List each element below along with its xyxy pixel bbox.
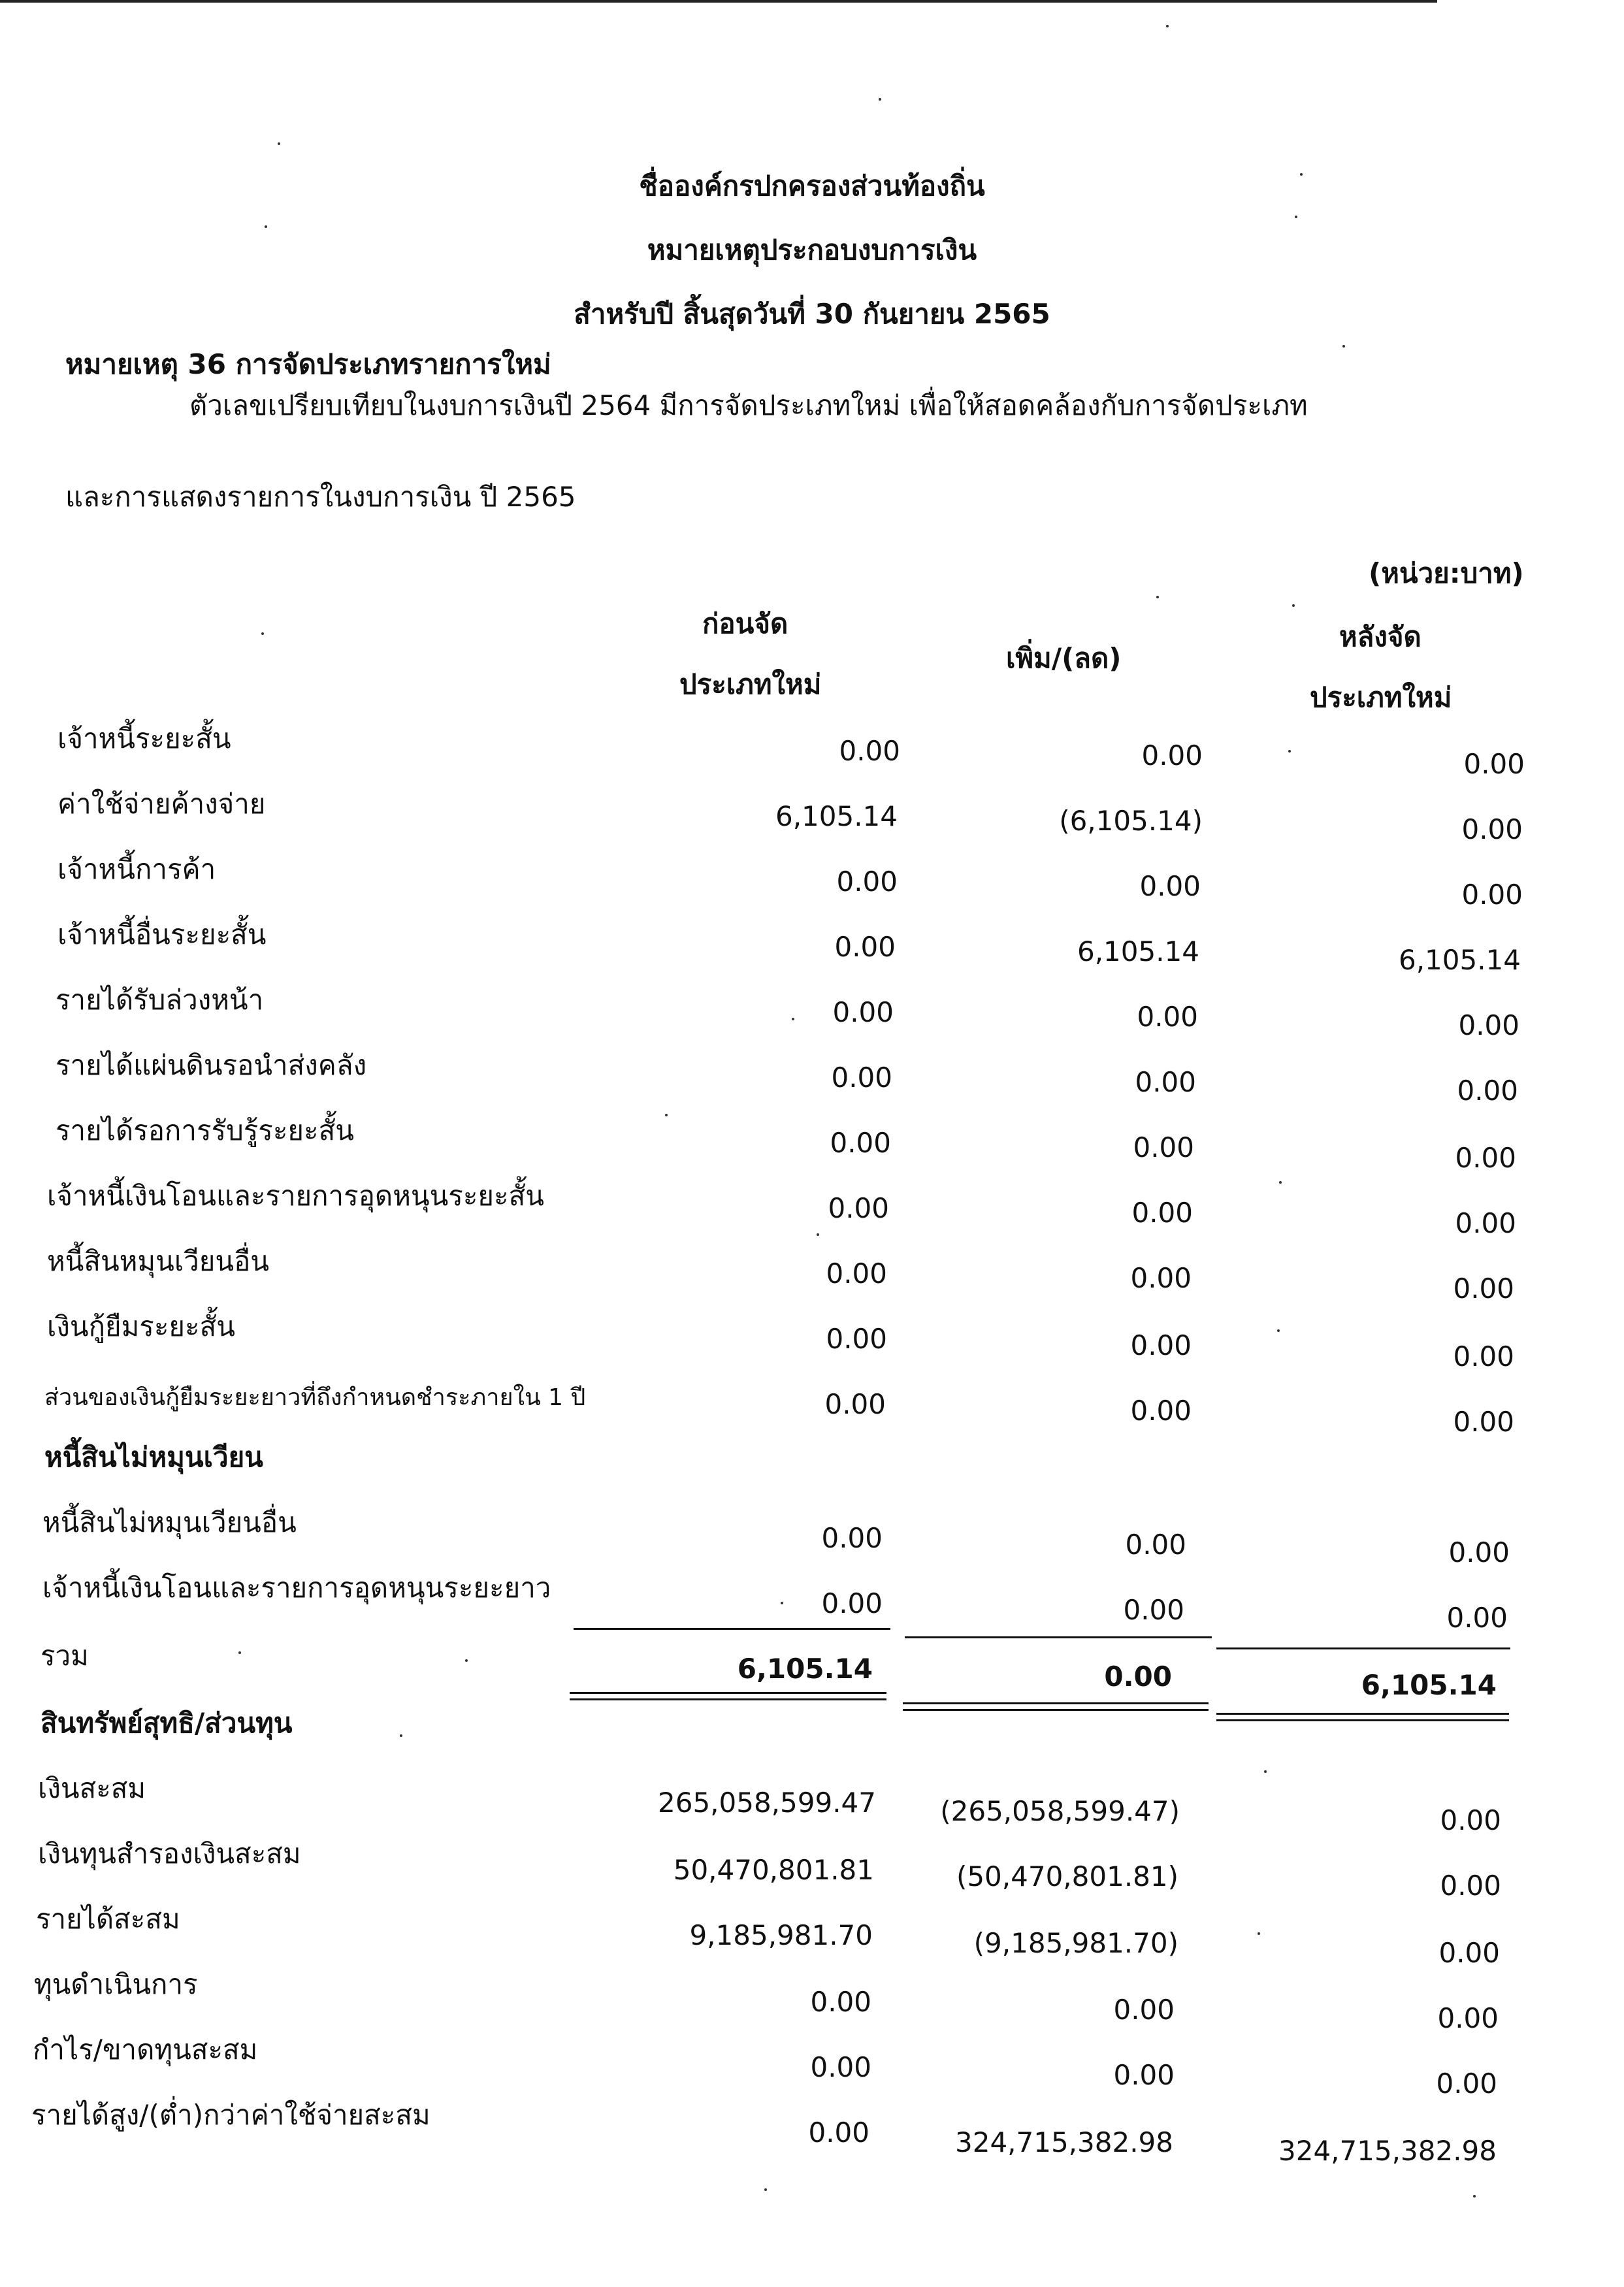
org-name: ชื่อองค์กรปกครองส่วนท้องถิ่น xyxy=(639,170,985,202)
total-top-rule-before xyxy=(574,1628,890,1630)
equity-heading: สินทรัพย์สุทธิ/ส่วนทุน xyxy=(41,1707,293,1739)
row-label: เจ้าหนี้อื่นระยะสั้น xyxy=(57,918,267,950)
row-label: เจ้าหนี้เงินโอนและรายการอุดหนุนระยะสั้น xyxy=(47,1180,544,1212)
row-after: 0.00 xyxy=(1463,748,1525,780)
col-after-header-2: ประเภทใหม่ xyxy=(1310,681,1452,713)
row-before: 0.00 xyxy=(821,1587,883,1619)
row-label: เจ้าหนี้การค้า xyxy=(57,853,216,885)
unit-label: (หน่วย:บาท) xyxy=(1369,557,1524,589)
row-change: (50,470,801.81) xyxy=(956,1860,1178,1892)
row-label: รายได้สูง/(ต่ำ)กว่าค่าใช้จ่ายสะสม xyxy=(31,2099,430,2131)
row-after: 324,715,382.98 xyxy=(1278,2135,1497,2167)
scan-speck xyxy=(278,142,280,145)
row-before: 0.00 xyxy=(830,1127,891,1159)
row-change: 0.00 xyxy=(1130,1395,1192,1427)
row-label: ส่วนของเงินกู้ยืมระยะยาวที่ถึงกำหนดชำระภายใน 1 ปี xyxy=(44,1384,586,1411)
row-label: เจ้าหนี้เงินโอนและรายการอุดหนุนระยะยาว xyxy=(42,1572,551,1604)
row-change: 0.00 xyxy=(1139,870,1201,902)
row-change: 0.00 xyxy=(1141,739,1203,771)
row-after: 0.00 xyxy=(1457,1075,1518,1107)
scan-speck xyxy=(1295,216,1297,218)
scan-speck xyxy=(1279,1181,1282,1184)
row-change: 0.00 xyxy=(1130,1262,1192,1294)
scan-speck xyxy=(879,98,881,101)
col-change-header: เพิ่ม/(ลด) xyxy=(1006,642,1122,674)
row-before: 0.00 xyxy=(831,1062,892,1094)
note-heading: หมายเหตุ 36 การจัดประเภทรายการใหม่ xyxy=(65,348,551,380)
scan-speck xyxy=(1277,1329,1280,1332)
row-before: 9,185,981.70 xyxy=(689,1919,873,1951)
row-label: หนี้สินไม่หมุนเวียนอื่น xyxy=(42,1506,297,1538)
row-label: รายได้สะสม xyxy=(36,1903,180,1935)
row-label: เงินสะสม xyxy=(38,1772,146,1804)
row-change: (6,105.14) xyxy=(1059,805,1203,837)
total-top-rule-after xyxy=(1216,1647,1510,1649)
row-after: 0.00 xyxy=(1448,1536,1510,1568)
total-double-rule-before-1 xyxy=(570,1692,886,1694)
scan-speck xyxy=(1166,25,1169,27)
total-after: 6,105.14 xyxy=(1361,1669,1497,1701)
noncurrent-heading: หนี้สินไม่หมุนเวียน xyxy=(44,1441,263,1473)
row-label: เงินทุนสำรองเงินสะสม xyxy=(38,1838,301,1870)
total-double-rule-before-2 xyxy=(570,1698,886,1700)
row-before: 265,058,599.47 xyxy=(658,1787,876,1819)
row-after: 6,105.14 xyxy=(1398,944,1521,976)
row-label: เจ้าหนี้ระยะสั้น xyxy=(57,722,231,754)
col-before-header-1: ก่อนจัด xyxy=(702,608,788,640)
note-paragraph-line-2: และการแสดงรายการในงบการเงิน ปี 2565 xyxy=(65,481,576,513)
scan-speck xyxy=(781,1602,783,1604)
row-before: 0.00 xyxy=(832,996,894,1028)
row-after: 0.00 xyxy=(1455,1207,1516,1239)
scan-top-edge xyxy=(0,0,1437,3)
scan-speck xyxy=(1288,750,1291,753)
total-top-rule-change xyxy=(905,1636,1212,1638)
scan-speck xyxy=(1258,1932,1260,1935)
row-after: 0.00 xyxy=(1453,1273,1514,1305)
row-label: ค่าใช้จ่ายค้างจ่าย xyxy=(57,788,266,820)
row-change: 0.00 xyxy=(1130,1329,1192,1361)
row-after: 0.00 xyxy=(1455,1142,1516,1174)
row-change: 0.00 xyxy=(1131,1197,1193,1229)
total-label: รวม xyxy=(41,1640,89,1672)
row-change: 0.00 xyxy=(1125,1529,1186,1561)
row-after: 0.00 xyxy=(1440,1804,1501,1836)
scan-speck xyxy=(764,2188,767,2191)
row-change: 324,715,382.98 xyxy=(955,2126,1173,2158)
col-before-header-2: ประเภทใหม่ xyxy=(679,668,822,700)
scan-speck xyxy=(1473,2195,1476,2198)
row-after: 0.00 xyxy=(1453,1340,1514,1372)
row-label: ทุนดำเนินการ xyxy=(34,1968,198,2000)
scan-speck xyxy=(1156,596,1159,598)
statement-title: หมายเหตุประกอบงบการเงิน xyxy=(647,234,977,266)
scan-speck xyxy=(465,1659,468,1662)
row-before: 6,105.14 xyxy=(775,800,898,832)
row-label: รายได้รอการรับรู้ระยะสั้น xyxy=(56,1114,354,1146)
row-change: 6,105.14 xyxy=(1077,935,1199,967)
scan-speck xyxy=(665,1114,668,1116)
total-before: 6,105.14 xyxy=(737,1653,873,1685)
row-label: รายได้รับล่วงหน้า xyxy=(56,984,264,1016)
row-before: 50,470,801.81 xyxy=(673,1854,874,1886)
row-before: 0.00 xyxy=(808,2117,869,2149)
row-after: 0.00 xyxy=(1458,1009,1519,1041)
row-after: 0.00 xyxy=(1440,1870,1501,1902)
row-before: 0.00 xyxy=(810,1986,871,2018)
row-label: เงินกู้ยืมระยะสั้น xyxy=(47,1310,235,1342)
total-double-rule-after-1 xyxy=(1216,1713,1509,1715)
row-after: 0.00 xyxy=(1461,813,1523,845)
scan-speck xyxy=(792,1018,794,1020)
row-change: 0.00 xyxy=(1113,1994,1175,2026)
row-before: 0.00 xyxy=(824,1388,886,1420)
row-after: 0.00 xyxy=(1446,1602,1508,1634)
row-change: 0.00 xyxy=(1137,1001,1198,1033)
scan-speck xyxy=(817,1233,819,1236)
row-before: 0.00 xyxy=(826,1323,887,1355)
row-change: 0.00 xyxy=(1113,2059,1175,2091)
total-double-rule-change-1 xyxy=(903,1702,1209,1704)
row-label: หนี้สินหมุนเวียนอื่น xyxy=(47,1245,270,1277)
row-after: 0.00 xyxy=(1438,1937,1500,1969)
col-after-header-1: หลังจัด xyxy=(1339,621,1421,653)
statement-period: สำหรับปี สิ้นสุดวันที่ 30 กันยายน 2565 xyxy=(574,298,1050,330)
scan-speck xyxy=(238,1651,241,1654)
row-change: 0.00 xyxy=(1133,1131,1194,1163)
scan-speck xyxy=(1292,604,1295,607)
row-change: 0.00 xyxy=(1123,1594,1184,1626)
row-label: รายได้แผ่นดินรอนำส่งคลัง xyxy=(56,1049,367,1081)
row-before: 0.00 xyxy=(839,735,900,767)
row-before: 0.00 xyxy=(821,1522,883,1554)
row-change: (265,058,599.47) xyxy=(940,1795,1180,1827)
scan-speck xyxy=(261,632,264,635)
scan-speck xyxy=(400,1734,402,1737)
total-double-rule-change-2 xyxy=(903,1709,1209,1711)
scan-speck xyxy=(265,225,267,228)
row-before: 0.00 xyxy=(826,1257,887,1289)
total-double-rule-after-2 xyxy=(1216,1719,1509,1721)
row-before: 0.00 xyxy=(828,1192,889,1224)
row-before: 0.00 xyxy=(810,2051,871,2083)
row-after: 0.00 xyxy=(1461,879,1523,911)
row-after: 0.00 xyxy=(1436,2068,1497,2100)
row-before: 0.00 xyxy=(834,931,896,963)
note-paragraph-line-1: ตัวเลขเปรียบเทียบในงบการเงินปี 2564 มีการจัดประเภทใหม่ เพื่อให้สอดคล้องกับการจัดประเภท xyxy=(189,389,1308,421)
row-label: กำไร/ขาดทุนสะสม xyxy=(33,2034,258,2066)
row-change: (9,185,981.70) xyxy=(973,1927,1178,1959)
scan-speck xyxy=(1342,345,1345,348)
total-change: 0.00 xyxy=(1104,1661,1172,1693)
scan-speck xyxy=(1300,173,1303,176)
row-change: 0.00 xyxy=(1135,1066,1196,1098)
row-after: 0.00 xyxy=(1437,2002,1499,2034)
scan-speck xyxy=(1264,1770,1267,1773)
row-after: 0.00 xyxy=(1453,1406,1514,1438)
row-before: 0.00 xyxy=(836,866,898,898)
